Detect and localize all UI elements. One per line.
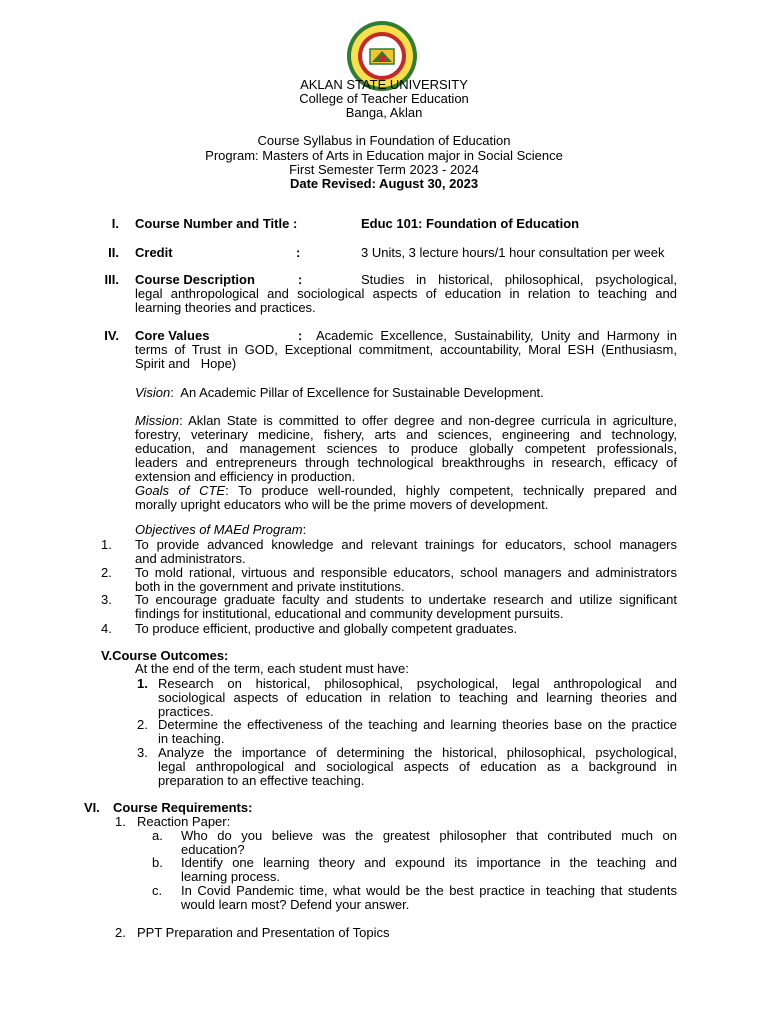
list-item-line: legal anthropological and sociological aspects of education as a background in [158,759,677,774]
list-item-line: Research on historical, philosophical, psychological, legal anthropological and [158,676,677,691]
mission-statement [135,414,677,512]
list-item-line: In Covid Pandemic time, what would be the best practice in teaching that students [181,883,677,898]
mission-line: leaders and entrepreneurs through technological breakthroughs in research, efficacy of [135,455,677,470]
list-number: 4. [101,621,112,636]
section-title: V.Course Outcomes: [101,648,229,663]
section-number: III. [104,272,119,287]
list-item-line: learning process. [181,869,280,884]
list-item [135,593,677,621]
description-line: learning theories and practices. [135,300,316,315]
campus-location: Banga, Aklan [345,105,423,120]
list-number: 2. [115,925,126,940]
list-item [181,884,677,912]
list-item-line: education? [181,842,245,857]
mission-line: forestry, veterinary medicine, fishery, arts and sciences, engineering and technology, [135,427,677,442]
goals-label: Goals of CTE [135,483,226,498]
list-item-line: To provide advanced knowledge and relevant trainings for educators, school managers [135,537,677,552]
goals-line: morally upright educators who will be the prime movers of development. [135,497,549,512]
core-values-line: Spirit and Hope) [135,356,237,371]
list-item-line: Identify one learning theory and expound its importance in the teaching and [181,855,677,870]
requirement-item: Reaction Paper: [137,814,231,829]
list-item-line: sociological aspects of education in relation to teaching and learning theories and [158,690,677,705]
core-values-line: Academic Excellence, Sustainability, Unity and Harmony in [316,328,677,343]
section-colon: : [296,245,301,260]
program-line: Program: Masters of Arts in Education major in Social Science [205,148,563,163]
mission-line: extension and efficiency in production. [135,469,356,484]
list-item-line: To encourage graduate faculty and students to undertake research and utilize significant [135,592,677,607]
objectives-colon: : [302,522,307,537]
list-item-line: Who do you believe was the greatest philosopher that contributed much on [181,828,677,843]
list-item-line: practices. [158,704,214,719]
date-revised: Date Revised: August 30, 2023 [289,176,479,191]
list-number: 3. [101,592,112,607]
description-line: Studies in historical, philosophical, psychological, [361,272,677,287]
list-item [158,677,677,719]
section-number: I. [111,216,119,231]
list-item-line: preparation to an effective teaching. [158,773,365,788]
credit-value: 3 Units, 3 lecture hours/1 hour consultation per week [361,245,665,260]
mission-line: education, and management sciences to produce globally competent professionals, [135,441,677,456]
section-title: Course Requirements: [113,800,253,815]
list-item [181,829,677,857]
list-item [135,538,677,566]
list-number: 1. [101,537,112,552]
core-values-line: terms of Trust in GOD, Exceptional commitment, accountability, Moral ESH (Enthusiasm, [135,342,677,357]
requirement-item: PPT Preparation and Presentation of Topics [137,925,390,940]
vision-statement [135,386,544,400]
list-letter: a. [152,828,163,843]
university-name: AKLAN STATE UNIVERSITY [300,77,468,92]
list-number: 3. [137,745,148,760]
section-label: Course Description [135,272,255,287]
vision-text: : An Academic Pillar of Excellence for Sustainable Development. [170,385,544,400]
objectives-label: Objectives of MAEd Program [135,522,303,537]
list-item [158,746,677,788]
list-item [135,566,677,594]
description-line: legal anthropological and sociological aspects of education in relation to teaching and [135,286,677,301]
section-label: Course Number and Title : [135,216,298,231]
section-number: IV. [104,328,119,343]
vision-label: Vision [135,385,171,400]
section-colon: : [298,328,303,343]
list-item: To produce efficient, productive and globally competent graduates. [135,621,518,636]
term-line: First Semester Term 2023 - 2024 [289,162,479,177]
college-name: College of Teacher Education [299,91,469,106]
goals-line: : To produce well-rounded, highly competent, technically prepared and [225,483,677,498]
list-number: 1. [137,676,148,691]
syllabus-title: Course Syllabus in Foundation of Education [257,133,511,148]
list-number: 2. [137,717,148,732]
objectives-heading [135,523,306,537]
list-item-line: and administrators. [135,551,246,566]
list-item-line: findings for institutional, educational and community development pursuits. [135,606,564,621]
list-item [181,856,677,884]
list-item [158,718,677,746]
list-number: 2. [101,565,112,580]
list-item-line: Analyze the importance of determining the historical, philosophical, psychological, [158,745,677,760]
section-label: Core Values [135,328,210,343]
section-number: VI. [84,800,100,815]
section-colon: : [298,272,303,287]
list-item-line: both in the government and private institutions. [135,579,405,594]
section-label: Credit [135,245,173,260]
outcomes-intro: At the end of the term, each student must have: [135,661,409,676]
list-item-line: Determine the effectiveness of the teaching and learning theories base on the practice [158,717,677,732]
list-item-line: would learn most? Defend your answer. [181,897,410,912]
list-letter: c. [152,883,163,898]
course-title-value: Educ 101: Foundation of Education [361,216,580,231]
list-letter: b. [152,855,163,870]
list-number: 1. [115,814,126,829]
list-item-line: To mold rational, virtuous and responsible educators, school managers and administrators [135,565,677,580]
mission-line: : Aklan State is committed to offer degree and non-degree curricula in agriculture, [179,413,677,428]
list-item-line: in teaching. [158,731,225,746]
mission-label: Mission [135,413,180,428]
section-number: II. [108,245,119,260]
